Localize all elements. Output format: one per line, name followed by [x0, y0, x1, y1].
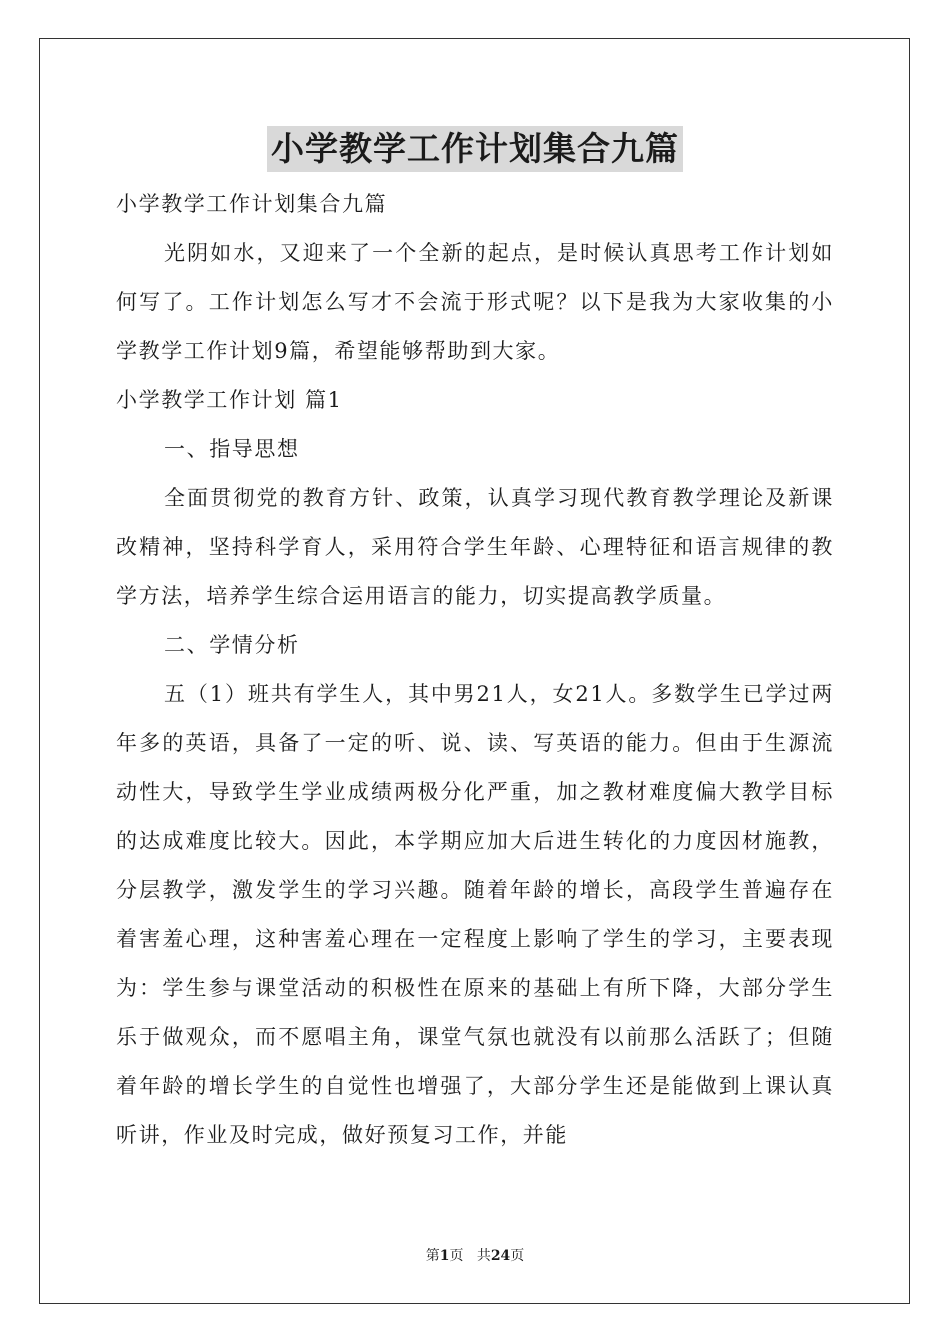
footer-page-number: 1: [439, 1248, 450, 1264]
subtitle-line: 小学教学工作计划集合九篇: [116, 192, 388, 216]
footer-page-prefix: 第: [425, 1248, 440, 1264]
footer-page-suffix: 页: [449, 1248, 464, 1264]
footer-total-pages: 24: [490, 1248, 511, 1264]
page-footer: [0, 1245, 950, 1265]
section-heading: 小学教学工作计划 篇1: [116, 388, 343, 412]
document-body: [116, 180, 834, 1160]
footer-total-suffix: 页: [510, 1248, 525, 1264]
student-analysis-paragraph: 五（1）班共有学生人，其中男21人，女21人。多数学生已学过两年多的英语，具备了一定的听、说、读、写英语的能力。但由于生源流动性大，导致学生学业成绩两极分化严重，加之教材难度偏大教学目标的达成难度比较大。因此，本学期应加大后进生转化的力度因材施教，分层教学，激发学生的学习兴趣。随着年龄的增长，高段学生普遍存在着害羞心理，这种害羞心理在一定程度上影响了学生的学习，主要表现为：学生参与课堂活动的积极性在原来的基础上有所下降，大部分学生乐于做观众，而不愿唱主角，课堂气氛也就没有以前那么活跃了；但随着年龄的增长学生的自觉性也增强了，大部分学生还是能做到上课认真听讲，作业及时完成，做好预复习工作，并能: [116, 682, 834, 1147]
intro-paragraph: 光阴如水，又迎来了一个全新的起点，是时候认真思考工作计划如何写了。工作计划怎么写才不会流于形式呢？以下是我为大家收集的小学教学工作计划9篇，希望能够帮助到大家。: [116, 241, 834, 363]
footer-total-prefix: 共: [476, 1248, 491, 1264]
guiding-thought-paragraph: 全面贯彻党的教育方针、政策，认真学习现代教育教学理论及新课改精神，坚持科学育人，采用符合学生年龄、心理特征和语言规律的教学方法，培养学生综合运用语言的能力，切实提高教学质量。: [116, 486, 834, 608]
subheading-student-analysis: 二、学情分析: [164, 633, 300, 657]
document-title: [0, 126, 950, 172]
document-title-text: 小学教学工作计划集合九篇: [267, 126, 683, 172]
subheading-guiding-thought: 一、指导思想: [164, 437, 300, 461]
